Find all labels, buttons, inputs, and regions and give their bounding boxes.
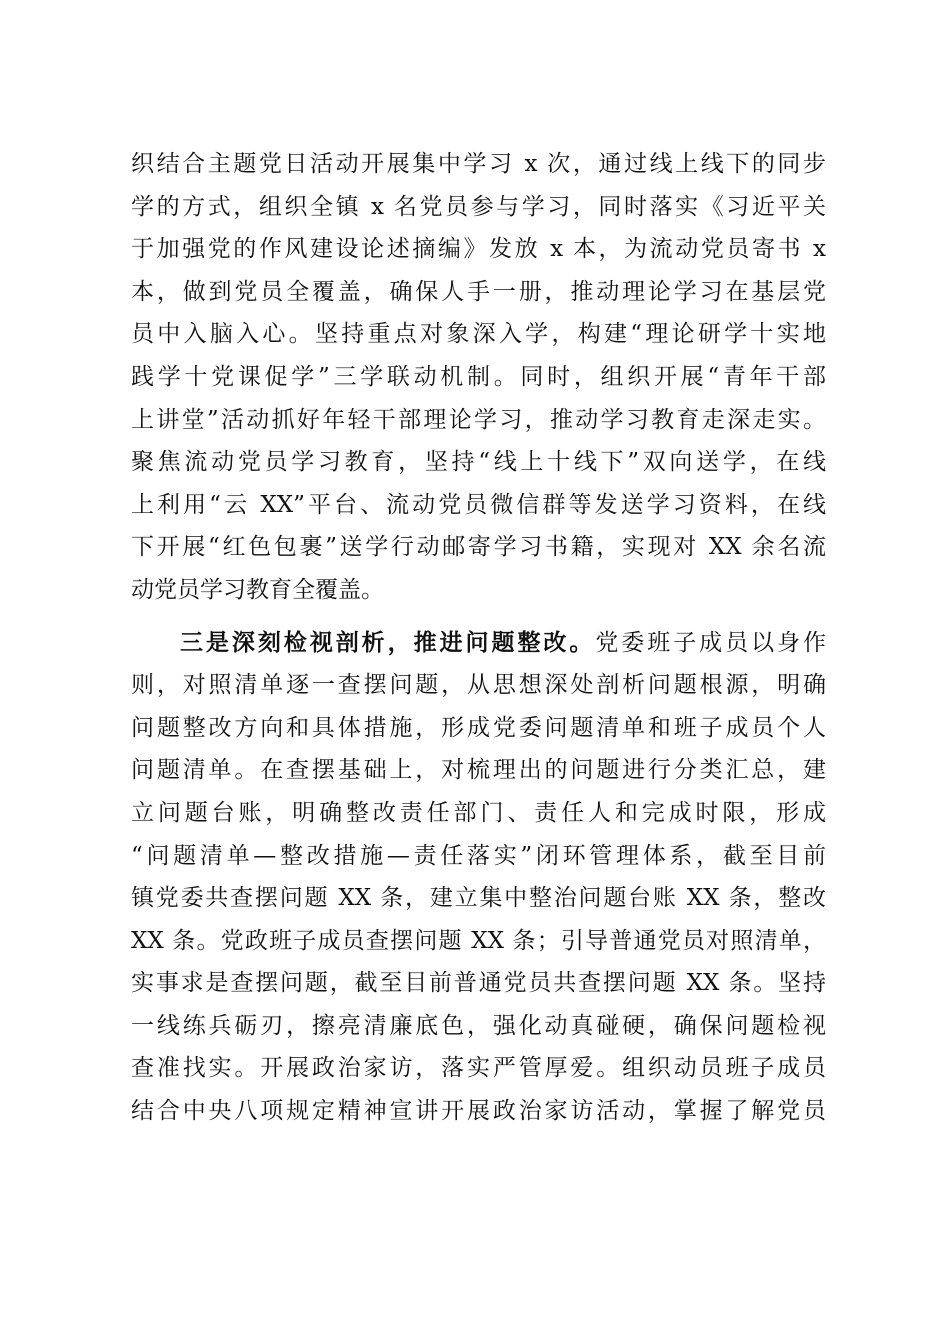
heading-continuation: 党委班子成员以身作 [595, 629, 826, 656]
text-line: 一线练兵砺刃，擦亮清廉底色，强化动真碰硬，确保问题检视 [131, 1012, 826, 1039]
text-line: 织结合主题党日活动开展集中学习 x 次，通过线上线下的同步 [131, 151, 826, 177]
text-line: 上讲堂”活动抓好年轻干部理论学习，推动学习教育走深走实。 [131, 406, 826, 433]
text-line: 动党员学习教育全覆盖。 [131, 576, 384, 603]
text-line: 实事求是查摆问题，截至目前普通党员共查摆问题 XX 条。坚持 [131, 970, 826, 997]
text-line: 立问题台账，明确整改责任部门、责任人和完成时限，形成 [131, 799, 826, 826]
text-line: 上利用“云 XX”平台、流动党员微信群等发送学习资料，在线 [131, 491, 826, 518]
text-line: 问题清单。在查摆基础上，对梳理出的问题进行分类汇总，建 [131, 757, 826, 784]
text-line: 问题整改方向和具体措施，形成党委问题清单和班子成员个人 [131, 714, 826, 741]
paragraph-1 [131, 143, 826, 612]
text-line: 员中入脑入心。坚持重点对象深入学，构建“理论研学十实地 [131, 321, 826, 348]
text-line: “问题清单—整改措施—责任落实”闭环管理体系，截至目前 [131, 842, 826, 869]
paragraph-2 [131, 622, 826, 1133]
text-line: 本，做到党员全覆盖，确保人手一册，推动理论学习在基层党 [131, 278, 826, 305]
paragraph-spacing [131, 612, 826, 622]
text-line: XX 条。党政班子成员查摆问题 XX 条；引导普通党员对照清单， [131, 927, 826, 954]
text-line: 镇党委共查摆问题 XX 条，建立集中整治问题台账 XX 条，整改 [131, 885, 826, 912]
paragraph-heading: 三是深刻检视剖析，推进问题整改。 [177, 628, 596, 656]
text-line: 践学十党课促学”三学联动机制。同时，组织开展“青年干部 [131, 363, 826, 390]
text-line: 查准找实。开展政治家访，落实严管厚爱。组织动员班子成员 [131, 1055, 826, 1082]
text-line: 学的方式，组织全镇 x 名党员参与学习，同时落实《习近平关 [131, 193, 826, 220]
text-line-first [131, 622, 826, 665]
text-line: 则，对照清单逐一查摆问题，从思想深处剖析问题根源，明确 [131, 672, 826, 699]
text-line: 结合中央八项规定精神宣讲开展政治家访活动，掌握了解党员 [131, 1098, 826, 1125]
text-line: 于加强党的作风建设论述摘编》发放 x 本，为流动党员寄书 x [131, 236, 826, 263]
text-line: 下开展“红色包裹”送学行动邮寄学习书籍，实现对 XX 余名流 [131, 534, 826, 561]
text-line: 聚焦流动党员学习教育，坚持“线上十线下”双向送学，在线 [131, 449, 826, 476]
document-body [131, 143, 826, 1133]
